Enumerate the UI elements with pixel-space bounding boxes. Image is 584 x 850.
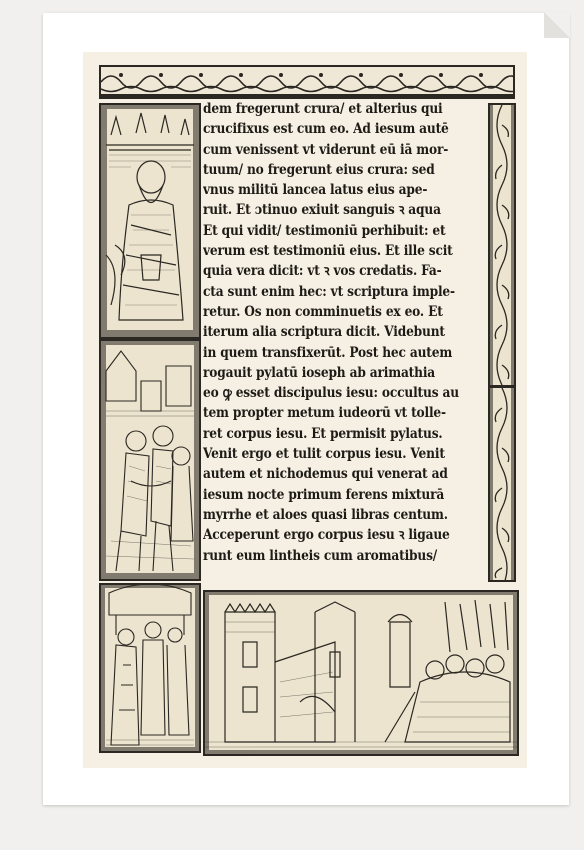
text-line: runt eum lintheis cum aromatibus/ bbox=[203, 547, 438, 564]
text-line: rogauit pylatū ioseph ab arimathia bbox=[203, 364, 436, 381]
text-line: iesum nocte primum ferens mixturā bbox=[203, 486, 445, 503]
text-line: tem propter metum iudeorū vt tolle- bbox=[203, 405, 446, 422]
text-line: vnus militū lancea latus eius ape- bbox=[203, 182, 428, 199]
text-line: Venit ergo et tulit corpus iesu. Venit bbox=[203, 446, 445, 463]
top-ornamental-border bbox=[99, 65, 515, 99]
text-line: myrrhe et aloes quasi libras centum. bbox=[203, 506, 448, 523]
text-line: Et qui vidit/ testimoniū perhibuit: et bbox=[203, 222, 446, 239]
text-line: cta sunt enim hec: vt scriptura imple- bbox=[203, 283, 455, 300]
gothic-text-block bbox=[203, 99, 486, 587]
text-line: cum venissent vt viderunt eū iā mor- bbox=[203, 141, 449, 158]
text-line: tuum/ no fregerunt eius crura: sed bbox=[203, 161, 435, 178]
woodcut-crowd-scene bbox=[99, 339, 201, 581]
text-line: retur. Os non comminuetis ex eo. Et bbox=[203, 303, 443, 320]
right-vine-border-lower bbox=[488, 386, 516, 582]
text-line: crucifixus est cum eo. Ad iesum autē bbox=[203, 121, 449, 138]
text-line: iterum alia scriptura dicit. Videbunt bbox=[203, 324, 445, 341]
text-line: ret corpus iesu. Et permisit pylatus. bbox=[203, 425, 443, 442]
woodcut-city-procession bbox=[203, 590, 519, 756]
text-line: in quem transfixerūt. Post hec autem bbox=[203, 344, 453, 361]
text-line: quia vera dicit: vt ꝛ vos credatis. Fa- bbox=[203, 263, 442, 280]
text-line: ruit. Et ɔtinuo exiuit sanguis ꝛ aqua bbox=[203, 202, 441, 219]
text-line: autem et nichodemus qui venerat ad bbox=[203, 466, 448, 483]
right-vine-border-upper bbox=[488, 103, 516, 387]
text-line: dem fregerunt crura/ et alterius qui bbox=[203, 101, 443, 117]
woodcut-standing-figures bbox=[99, 583, 201, 753]
text-line: verum est testimoniū eius. Et ille scit bbox=[203, 243, 453, 260]
text-line: eo ꝙ esset discipulus iesu: occultus au bbox=[203, 385, 459, 402]
page-curl bbox=[544, 12, 570, 38]
text-line: Acceperunt ergo corpus iesu ꝛ ligaue bbox=[203, 527, 450, 544]
woodcut-enthroned-figure bbox=[99, 103, 201, 339]
